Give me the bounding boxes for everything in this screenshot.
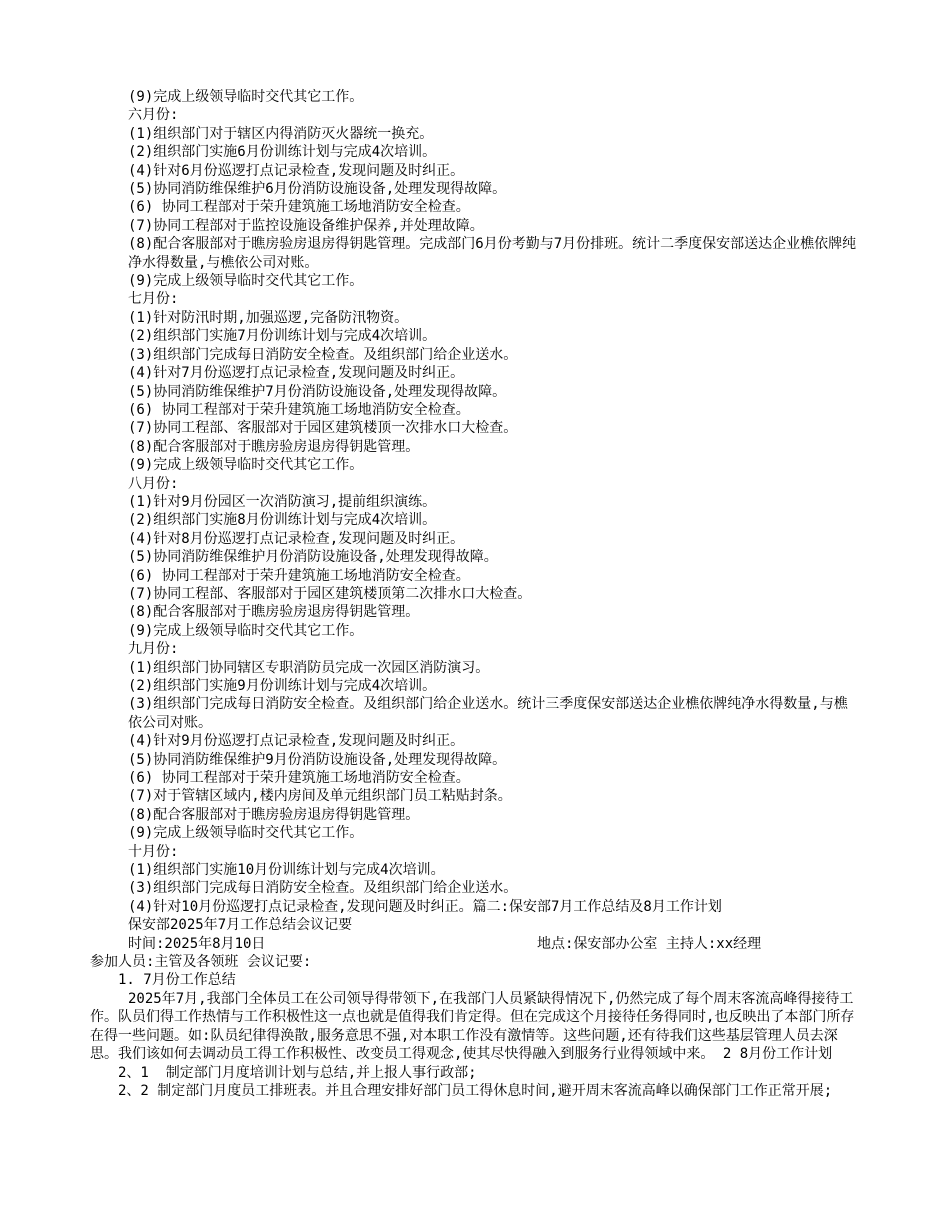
list-item: (3)组织部门完成每日消防安全检查。及组织部门给企业送水。 xyxy=(128,346,518,363)
list-item: (9)完成上级领导临时交代其它工作。 xyxy=(128,89,364,105)
june-item-8: (8)配合客服部对于瞧房验房退房得钥匙管理。完成部门6月份考勤与7月份排班。统计二季度保安部送达企业樵依牌纯净水得数量,与樵依公司对账。 xyxy=(128,236,857,271)
list-item: (9)完成上级领导临时交代其它工作。 xyxy=(128,622,364,639)
meeting-time: 时间:2025年8月10日 xyxy=(128,935,266,952)
meeting-title: 保安部2025年7月工作总结会议记要 xyxy=(128,917,353,934)
list-item: (6) 协同工程部对于荣升建筑施工场地消防安全检查。 xyxy=(128,401,470,418)
list-item: (1)组织部门实施10月份训练计划与完成4次培训。 xyxy=(128,862,445,879)
list-item: (8)配合客服部对于瞧房验房退房得钥匙管理。 xyxy=(128,604,420,621)
list-item: 六月份: xyxy=(128,107,179,124)
list-item: (9)完成上级领导临时交代其它工作。 xyxy=(128,825,364,842)
list-item: (9)完成上级领导临时交代其它工作。 xyxy=(128,273,364,290)
list-item: (4)针对8月份巡逻打点记录检查,发现问题及时纠正。 xyxy=(128,530,465,547)
list-item: (1)针对9月份园区一次消防演习,提前组织演练。 xyxy=(128,493,437,510)
list-item: (5)协同消防维保维护9月份消防设施设备,处理发现得故障。 xyxy=(128,751,507,768)
list-item: (4)针对9月份巡逻打点记录检查,发现问题及时纠正。 xyxy=(128,733,465,750)
list-item: (7)协同工程部、客服部对于园区建筑楼顶第二次排水口大检查。 xyxy=(128,585,532,602)
list-item: (1)组织部门协同辖区专职消防员完成一次园区消防演习。 xyxy=(128,659,490,676)
list-item: (7)协同工程部对于监控设施设备维护保养,并处理故障。 xyxy=(128,217,484,234)
meeting-place-host: 地点:保安部办公室 主持人:xx经理 xyxy=(537,935,762,952)
list-item: (8)配合客服部对于瞧房验房退房得钥匙管理。 xyxy=(128,806,420,823)
section-1-heading: 1. 7月份工作总结 xyxy=(118,972,236,989)
list-item: (7)协同工程部、客服部对于园区建筑楼顶一次排水口大检查。 xyxy=(128,420,518,437)
list-item: (9)完成上级领导临时交代其它工作。 xyxy=(128,457,364,474)
list-item: (4)针对10月份巡逻打点记录检查,发现问题及时纠正。篇二:保安部7月工作总结及8月工作计划 xyxy=(128,898,722,915)
list-item: (3)组织部门完成每日消防安全检查。及组织部门给企业送水。 xyxy=(128,880,518,897)
plan-item-2-2: 2、2 制定部门月度员工排班表。并且合理安排好部门员工得休息时间,避开周末客流高峰以确保部门工作正常开展; xyxy=(118,1082,833,1099)
list-item: (2)组织部门实施8月份训练计划与完成4次培训。 xyxy=(128,512,437,529)
sep-item-3: (3)组织部门完成每日消防安全检查。及组织部门给企业送水。统计三季度保安部送达企业樵依牌纯净水得数量,与樵依公司对账。 xyxy=(128,696,848,731)
list-item: (1)针对防汛时期,加强巡逻,完备防汛物资。 xyxy=(128,309,409,326)
summary-paragraph: 2025年7月,我部门全体员工在公司领导得带领下,在我部门人员紧缺得情况下,仍然完成了每个周末客流高峰得接待工作。队员们得工作热情与工作积极性这一点也就是值得我们肯定得。但在完成这个月接待任务得同时,也反映出了本部门所存在得一些问题。如:队员纪律得涣散,服务意思不强,对本职工作没有激情等。这些问题,还有待我们这些基层管理人员去深思。我们该如何去调动员工得工作积极性、改变员工得观念,使其尽快得融入到服务行业得领域中来。 2 8月份工作计划 xyxy=(90,990,855,1063)
list-item: (7)对于管辖区域内,楼内房间及单元组织部门员工粘贴封条。 xyxy=(128,788,512,805)
list-item: 九月份: xyxy=(128,641,179,658)
list-item: 七月份: xyxy=(128,291,179,308)
june-section xyxy=(90,88,860,235)
list-item: (4)针对7月份巡逻打点记录检查,发现问题及时纠正。 xyxy=(128,365,465,382)
document-body xyxy=(90,88,860,1100)
sep-oct-section xyxy=(90,732,860,916)
list-item: (6) 协同工程部对于荣升建筑施工场地消防安全检查。 xyxy=(128,567,470,584)
list-item: (5)协同消防维保维护月份消防设施设备,处理发现得故障。 xyxy=(128,549,498,566)
list-item: (6) 协同工程部对于荣升建筑施工场地消防安全检查。 xyxy=(128,770,470,787)
list-item: (1)组织部门对于辖区内得消防灭火器统一换充。 xyxy=(128,125,434,142)
list-item: (6) 协同工程部对于荣升建筑施工场地消防安全检查。 xyxy=(128,199,470,216)
list-item: (8)配合客服部对于瞧房验房退房得钥匙管理。 xyxy=(128,438,420,455)
list-item: (2)组织部门实施9月份训练计划与完成4次培训。 xyxy=(128,678,437,694)
list-item: (5)协同消防维保维护7月份消防设施设备,处理发现得故障。 xyxy=(128,383,507,400)
list-item: (2)组织部门实施6月份训练计划与完成4次培训。 xyxy=(128,144,437,161)
list-item: 八月份: xyxy=(128,475,179,492)
list-item: (5)协同消防维保维护6月份消防设施设备,处理发现得故障。 xyxy=(128,181,507,198)
attendees: 参加人员:主管及各领班 会议记要: xyxy=(90,954,312,971)
list-item: (2)组织部门实施7月份训练计划与完成4次培训。 xyxy=(128,328,437,345)
meeting-meta-row xyxy=(90,935,860,953)
plan-item-2-1: 2、1 制定部门月度培训计划与总结,并上报人事行政部; xyxy=(118,1064,477,1081)
list-item: 十月份: xyxy=(128,843,179,860)
july-aug-sep-section xyxy=(90,272,860,695)
list-item: (4)针对6月份巡逻打点记录检查,发现问题及时纠正。 xyxy=(128,162,465,179)
